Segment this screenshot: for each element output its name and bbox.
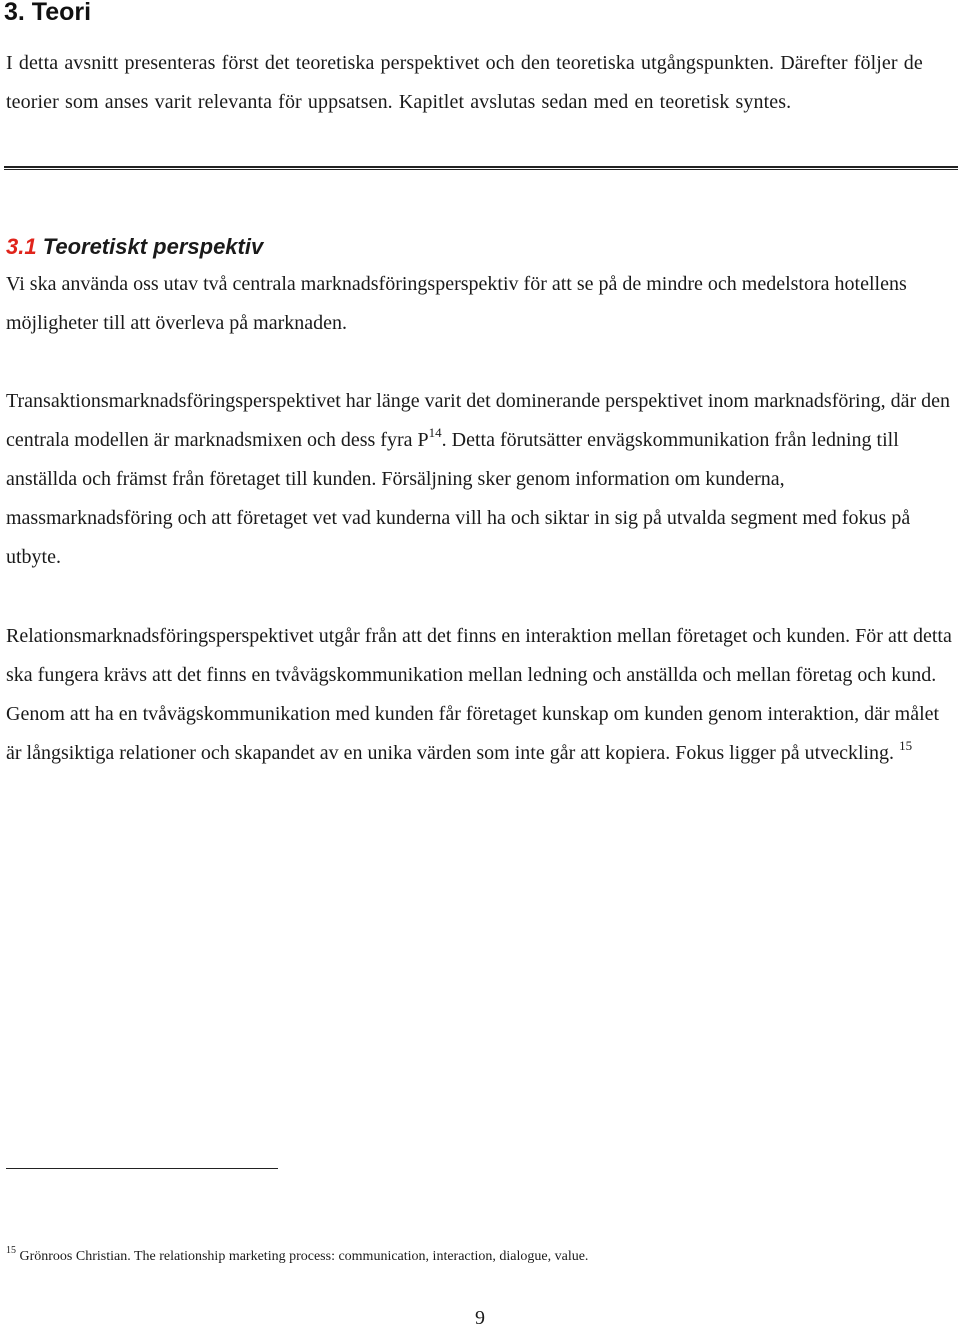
paragraph-text: . Detta förutsätter envägskommunikation från ledning till anställda och främst från företaget till kunden. Försäljning sker genom information om kunderna, massmarknadsföring och att företaget vet vad kunderna vill ha och siktar in sig på utvalda segment med fokus på utbyte. (6, 429, 911, 568)
footnote-reference[interactable]: 14 (428, 425, 442, 440)
footnote-text: Grönroos Christian. The relationship marketing process: communication, interaction, dialogue, value. (19, 1249, 589, 1264)
paragraph-perspective: Vi ska använda oss utav två centrala marknadsföringsperspektiv för att se på de mindre och medelstora hotellens möjligheter till att överleva på marknaden. (6, 273, 907, 334)
paragraph-transaction-marketing (6, 382, 956, 577)
footnote (6, 1247, 588, 1267)
section-title (6, 230, 263, 264)
intro-paragraph: I detta avsnitt presenteras först det teoretiska perspektivet och den teoretiska utgångspunkten. Därefter följer de teorier som anses varit relevanta för uppsatsen. Kapitlet avslutas sedan med en teoretisk syntes. (6, 52, 923, 113)
footnote-number: 15 (6, 1245, 16, 1256)
page-number: 9 (475, 1307, 485, 1329)
footnote-reference[interactable]: 15 (899, 738, 913, 753)
chapter-title: 3. Teori (4, 0, 92, 26)
paragraph-relationship-marketing (6, 617, 956, 773)
footnote-separator (6, 1168, 278, 1169)
section-number: 3.1 (6, 234, 37, 259)
paragraph-text: Relationsmarknadsföringsperspektivet utgår från att det finns en interaktion mellan företaget och kunden. För att detta ska fungera krävs att det finns en tvåvägskommunikation mellan ledning och anställda och mellan företag och kund. Genom att ha en tvåvägskommunikation med kunden får företaget kunskap om kunden genom interaktion, där målet är långsiktiga relationer och skapandet av en unika värden som inte går att kopiera. Fokus ligger på utveckling. (6, 625, 952, 764)
paragraph-text: Transaktionsmarknadsföringsperspektivet har länge varit det dominerande perspektivet inom marknadsföring, där den centrala modellen är marknadsmixen och dess fyra P (6, 390, 951, 451)
section-title-text: Teoretiskt perspektiv (42, 234, 264, 259)
section-divider (4, 166, 958, 170)
